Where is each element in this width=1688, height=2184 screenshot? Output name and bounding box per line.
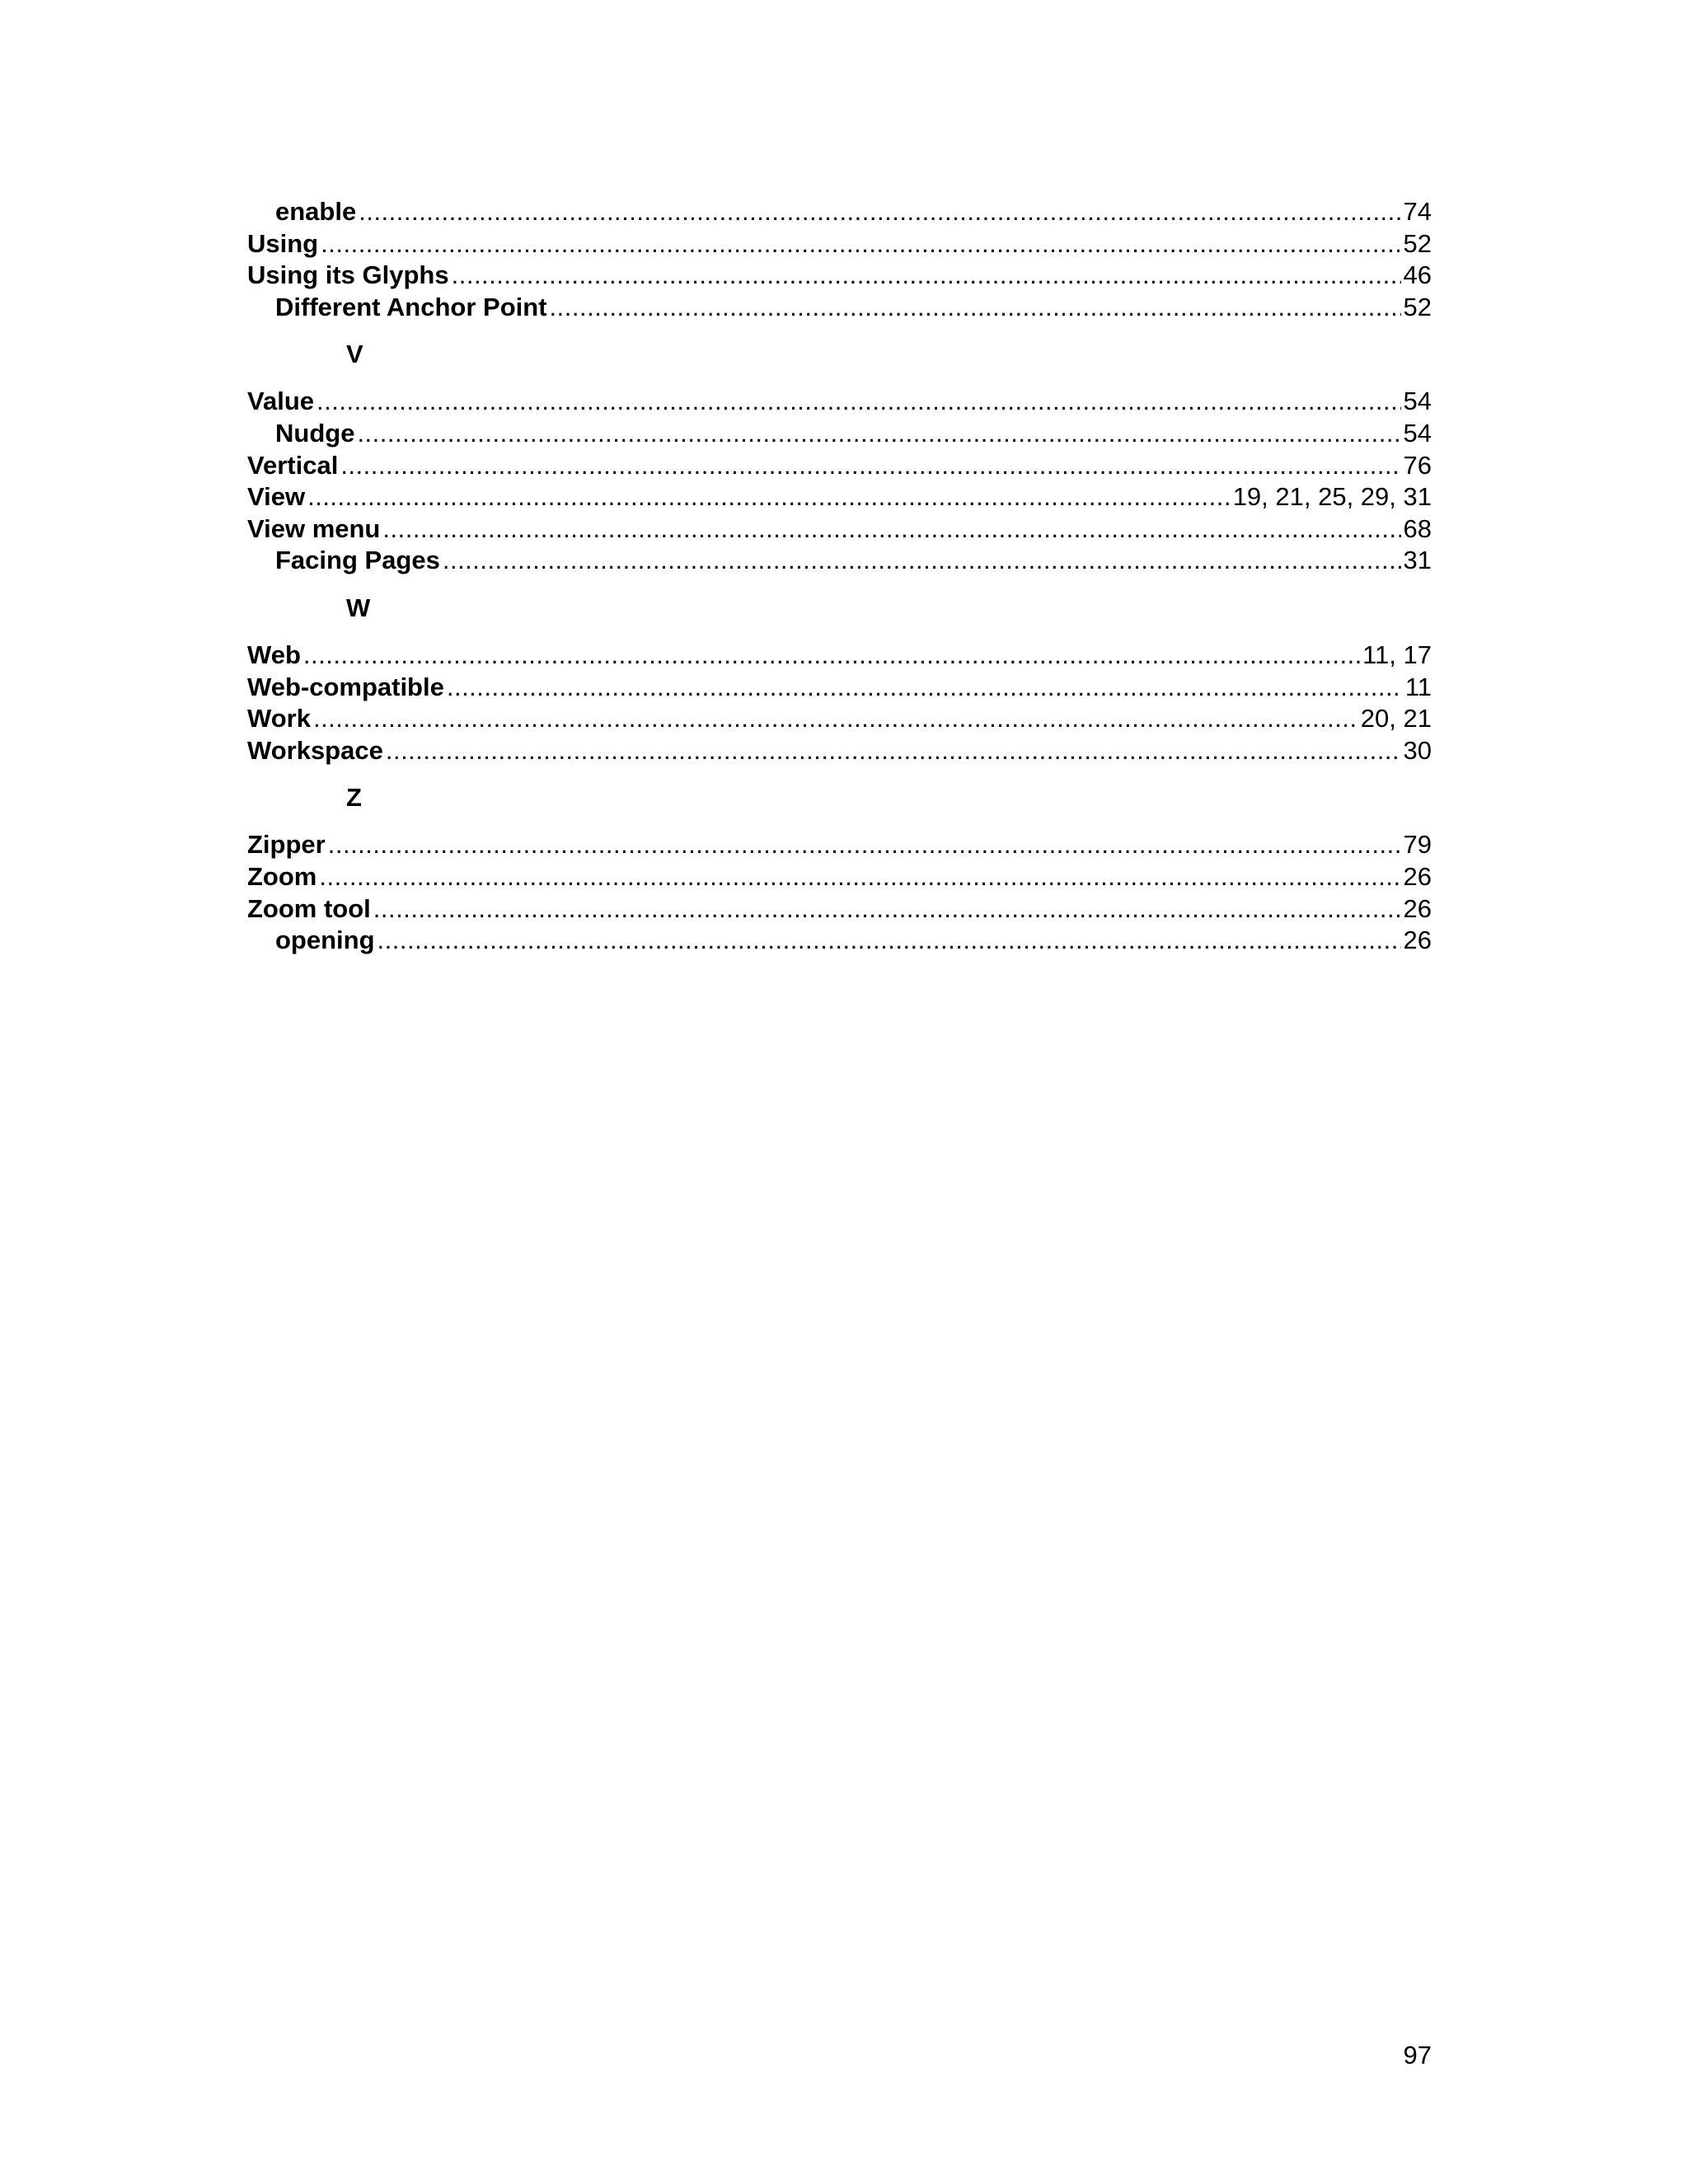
dot-leader [357, 418, 1400, 450]
page-number: 97 [1403, 2041, 1432, 2069]
index-entry [247, 481, 1432, 513]
dot-leader [340, 450, 1400, 482]
index-term: Using [247, 228, 319, 258]
index-pages: 20, 21 [1360, 704, 1432, 733]
dot-leader [443, 545, 1401, 577]
index-pages: 26 [1403, 893, 1432, 923]
index-term: Using its Glyphs [247, 260, 449, 290]
index-term: Web [247, 640, 301, 669]
dot-leader [550, 292, 1401, 324]
dot-leader [321, 228, 1400, 260]
index-entry [247, 735, 1432, 767]
dot-leader [328, 829, 1401, 861]
index-entry [247, 672, 1432, 704]
index-entry [247, 861, 1432, 893]
dot-leader [303, 640, 1360, 672]
index-pages: 68 [1403, 513, 1432, 543]
index-pages: 54 [1403, 387, 1432, 416]
index-term: opening [275, 926, 375, 955]
index-term: Different Anchor Point [275, 292, 547, 321]
index-term: Zoom tool [247, 893, 371, 923]
dot-leader [359, 196, 1400, 228]
index-term: Zoom [247, 861, 317, 891]
index-entry [247, 545, 1432, 577]
index-pages: 52 [1403, 228, 1432, 258]
index-entry [247, 513, 1432, 546]
index-pages: 46 [1403, 260, 1432, 290]
index-entry [247, 640, 1432, 672]
index-term: Work [247, 704, 311, 733]
index-pages: 11 [1404, 672, 1432, 701]
dot-leader [452, 260, 1401, 292]
index-term: View [247, 482, 306, 512]
index-entry [247, 450, 1432, 482]
dot-leader [447, 672, 1403, 704]
index-term: enable [275, 197, 357, 226]
index-pages: 52 [1403, 292, 1432, 321]
index-pages: 26 [1403, 926, 1432, 955]
index-entry [247, 893, 1432, 926]
index-term: Facing Pages [275, 546, 440, 575]
index-pages: 31 [1403, 546, 1432, 575]
index-entry [247, 386, 1432, 418]
dot-leader [316, 386, 1401, 418]
index-letter-heading: W [346, 593, 371, 622]
dot-leader [319, 861, 1400, 893]
dot-leader [377, 925, 1401, 957]
index-term: Value [247, 387, 314, 416]
index-entry [247, 228, 1432, 260]
index-term: View menu [247, 513, 381, 543]
index-term: Nudge [275, 418, 355, 448]
index-term: Zipper [247, 830, 326, 860]
index-pages: 54 [1403, 418, 1432, 448]
index-entry [247, 925, 1432, 957]
index-entry [247, 260, 1432, 292]
dot-leader [307, 481, 1231, 513]
index-entry [247, 829, 1432, 861]
index-entry [247, 418, 1432, 450]
index-list [247, 196, 1432, 957]
index-entry [247, 196, 1432, 228]
dot-leader [386, 735, 1401, 767]
index-entry [247, 703, 1432, 735]
index-pages: 30 [1403, 735, 1432, 765]
index-pages: 26 [1403, 861, 1432, 891]
index-pages: 11, 17 [1362, 640, 1432, 669]
index-term: Workspace [247, 735, 383, 765]
index-letter-heading: Z [346, 783, 362, 813]
index-letter-heading: V [346, 340, 363, 369]
dot-leader [313, 703, 1358, 735]
index-pages: 74 [1403, 197, 1432, 226]
index-pages: 76 [1403, 450, 1432, 480]
index-pages: 79 [1403, 830, 1432, 860]
index-pages: 19, 21, 25, 29, 31 [1232, 482, 1432, 512]
index-entry [247, 292, 1432, 324]
dot-leader [373, 893, 1401, 926]
dot-leader [382, 513, 1400, 546]
index-term: Vertical [247, 450, 339, 480]
index-term: Web-compatible [247, 672, 444, 701]
